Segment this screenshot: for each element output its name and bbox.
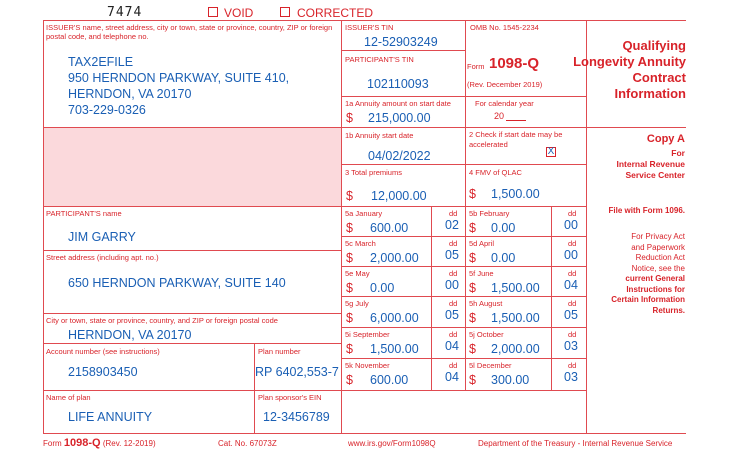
privacy-line1: For Privacy Act — [631, 232, 685, 241]
month-currency: $ — [469, 221, 476, 235]
control-number: 7474 — [107, 5, 143, 20]
copy-irs-line2: Service Center — [625, 170, 685, 180]
void-label: VOID — [224, 6, 254, 20]
month-amount: 1,500.00 — [491, 311, 540, 325]
issuer-label: ISSUER'S name, street address, city or town, state or province, country, ZIP or foreign postal code, and telephone no. — [46, 23, 333, 41]
month-day: 05 — [564, 308, 578, 322]
footer-cat: Cat. No. 67073Z — [218, 439, 277, 448]
participant-name-label: PARTICIPANT'S name — [46, 209, 122, 218]
privacy-line2: and Paperwork — [631, 242, 685, 252]
box-2-label1: 2 Check if start date may be — [469, 130, 563, 139]
issuer-tin-label: ISSUER'S TIN — [345, 23, 394, 32]
box-2-check-mark: X — [547, 146, 555, 157]
month-day: 00 — [564, 248, 578, 262]
footer-url[interactable]: www.irs.gov/Form1098Q — [348, 439, 436, 448]
month-day: 05 — [445, 308, 459, 322]
void-checkbox[interactable] — [208, 7, 218, 17]
box-3-currency: $ — [346, 189, 353, 203]
issuer-street: 950 HERNDON PARKWAY, SUITE 410, — [68, 71, 290, 85]
footer-form-name: 1098-Q — [63, 437, 101, 449]
month-label: 5g July — [345, 299, 369, 308]
month-day: 04 — [445, 339, 459, 353]
copy-file-with: File with Form 1096. — [608, 206, 685, 215]
issuer-tin-value: 12-52903249 — [364, 35, 438, 49]
copy-title: Copy A — [646, 133, 685, 145]
dd-label: dd — [449, 299, 458, 308]
box-4-value: 1,500.00 — [491, 187, 540, 201]
month-label: 5l December — [469, 361, 512, 370]
privacy-block — [588, 232, 685, 316]
dd-label: dd — [449, 209, 458, 218]
month-amount: 300.00 — [491, 373, 530, 387]
participant-street: 650 HERNDON PARKWAY, SUITE 140 — [68, 276, 286, 290]
title-line1: Qualifying — [622, 38, 686, 53]
issuer-phone: 703-229-0326 — [68, 103, 146, 117]
participant-tin-label: PARTICIPANT'S TIN — [345, 55, 414, 64]
privacy-line6: Instructions for — [626, 284, 685, 294]
month-amount: 1,500.00 — [370, 342, 419, 356]
account-value: 2158903450 — [68, 365, 138, 379]
participant-street-label: Street address (including apt. no.) — [46, 253, 159, 262]
dd-label: dd — [568, 299, 577, 308]
box-3-label: 3 Total premiums — [345, 168, 402, 177]
month-day: 05 — [445, 248, 459, 262]
month-label: 5i September — [345, 330, 390, 339]
box-1a-currency: $ — [346, 111, 353, 125]
month-amount: 0.00 — [370, 281, 395, 295]
plan-ein-value: 12-3456789 — [263, 410, 330, 424]
month-amount: 1,500.00 — [491, 281, 540, 295]
issuer-name: TAX2EFILE — [68, 55, 134, 69]
box-1b-value: 04/02/2022 — [368, 149, 431, 163]
dd-label: dd — [449, 361, 458, 370]
month-amount: 0.00 — [491, 251, 516, 265]
month-currency: $ — [346, 251, 353, 265]
omb-rev: (Rev. December 2019) — [467, 80, 543, 89]
form-title — [573, 38, 686, 102]
box-4-currency: $ — [469, 187, 476, 201]
month-label: 5c March — [345, 239, 376, 248]
calendar-year-prefix: 20 — [494, 111, 505, 121]
box-3-value: 12,000.00 — [371, 189, 427, 203]
month-amount: 600.00 — [370, 221, 409, 235]
plan-number-label: Plan number — [258, 347, 301, 356]
copy-irs-line1: Internal Revenue — [616, 159, 685, 169]
privacy-line4: Notice, see the — [631, 263, 685, 273]
footer-dept: Department of the Treasury - Internal Revenue Service — [478, 439, 673, 448]
month-day: 04 — [445, 370, 459, 384]
omb-form-name: 1098-Q — [489, 55, 540, 72]
month-amount: 600.00 — [370, 373, 409, 387]
copy-a-block — [588, 132, 685, 181]
dd-label: dd — [568, 330, 577, 339]
title-line3: Contract — [632, 70, 686, 85]
month-day: 00 — [445, 278, 459, 292]
month-currency: $ — [469, 373, 476, 387]
month-amount: 2,000.00 — [370, 251, 419, 265]
participant-tin-value: 102110093 — [367, 77, 429, 91]
month-currency: $ — [469, 311, 476, 325]
plan-number-value: RP 6402,553-7 — [255, 365, 339, 379]
dd-label: dd — [568, 239, 577, 248]
month-label: 5h August — [469, 299, 503, 308]
month-label: 5a January — [345, 209, 383, 218]
month-day: 02 — [445, 218, 459, 232]
month-currency: $ — [469, 342, 476, 356]
dd-label: dd — [568, 269, 577, 278]
month-currency: $ — [469, 251, 476, 265]
month-label: 5d April — [469, 239, 495, 248]
plan-name-label: Name of plan — [46, 393, 91, 402]
month-amount: 0.00 — [491, 221, 516, 235]
month-day: 00 — [564, 218, 578, 232]
month-currency: $ — [346, 311, 353, 325]
footer-form — [43, 437, 156, 449]
box-1a-label: 1a Annuity amount on start date — [345, 99, 451, 108]
copy-for: For — [671, 148, 685, 158]
account-label: Account number (see instructions) — [46, 347, 160, 356]
month-currency: $ — [469, 281, 476, 295]
plan-name-value: LIFE ANNUITY — [68, 410, 153, 424]
box-4-label: 4 FMV of QLAC — [469, 168, 522, 177]
box-1a-value: 215,000.00 — [368, 111, 431, 125]
month-label: 5e May — [345, 269, 370, 278]
month-currency: $ — [346, 281, 353, 295]
title-line2: Longevity Annuity — [573, 54, 686, 69]
footer-form-prefix: Form — [43, 439, 62, 448]
issuer-city: HERNDON, VA 20170 — [68, 87, 192, 101]
month-label: 5k November — [345, 361, 390, 370]
corrected-label: CORRECTED — [297, 6, 374, 20]
dd-label: dd — [449, 239, 458, 248]
month-day: 04 — [564, 278, 578, 292]
participant-city: HERNDON, VA 20170 — [68, 328, 192, 342]
footer-rev: (Rev. 12-2019) — [102, 439, 156, 448]
month-label: 5b February — [469, 209, 510, 218]
dd-label: dd — [449, 330, 458, 339]
shaded-area — [44, 128, 341, 206]
corrected-checkbox[interactable] — [280, 7, 290, 17]
title-line4: Information — [614, 86, 686, 101]
month-day: 03 — [564, 370, 578, 384]
dd-label: dd — [568, 209, 577, 218]
participant-name: JIM GARRY — [68, 230, 136, 244]
privacy-line8: Returns. — [652, 305, 685, 315]
box-2-checkbox[interactable] — [546, 147, 556, 157]
privacy-line7: Certain Information — [611, 295, 685, 304]
month-currency: $ — [346, 221, 353, 235]
dd-label: dd — [449, 269, 458, 278]
dd-label: dd — [568, 361, 577, 370]
month-amount: 2,000.00 — [491, 342, 540, 356]
month-label: 5j October — [469, 330, 504, 339]
calendar-year-line — [506, 120, 526, 121]
calendar-year-label: For calendar year — [475, 99, 534, 108]
privacy-line3: Reduction Act — [635, 253, 685, 262]
box-1b-label: 1b Annuity start date — [345, 131, 414, 140]
participant-city-label: City or town, state or province, country, and ZIP or foreign postal code — [46, 316, 278, 325]
month-currency: $ — [346, 342, 353, 356]
privacy-line5: current General — [625, 274, 685, 283]
plan-ein-label: Plan sponsor's EIN — [258, 393, 322, 402]
omb-label: OMB No. 1545-2234 — [470, 23, 539, 32]
omb-form-prefix: Form — [467, 62, 485, 71]
month-day: 03 — [564, 339, 578, 353]
month-currency: $ — [346, 373, 353, 387]
month-amount: 6,000.00 — [370, 311, 419, 325]
box-2-label2: accelerated — [469, 140, 508, 149]
month-label: 5f June — [469, 269, 494, 278]
